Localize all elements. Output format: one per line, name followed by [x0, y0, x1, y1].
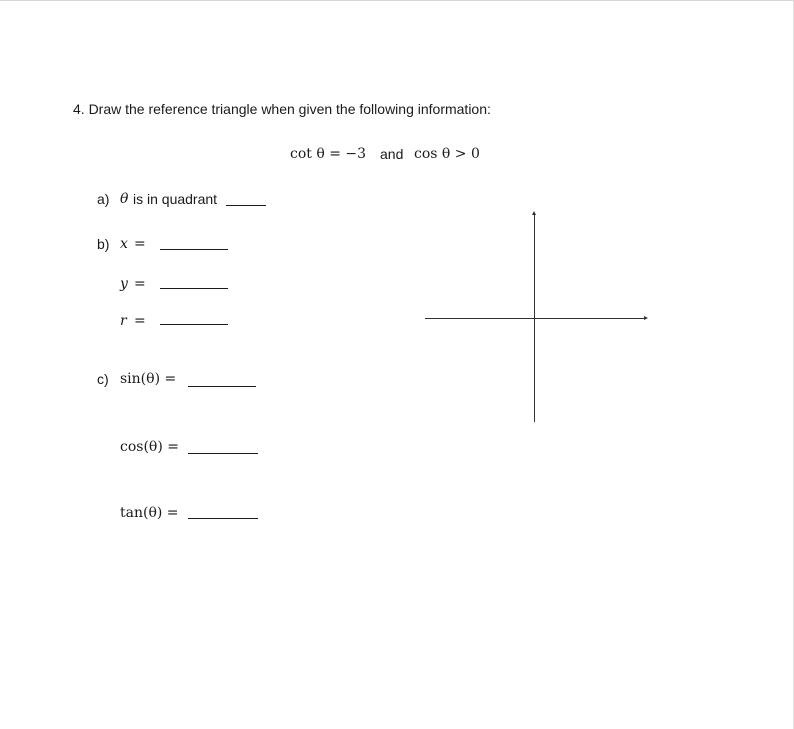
x-equals: = — [134, 236, 146, 252]
x-variable: x — [120, 236, 128, 252]
x-axis-arrow-icon — [644, 316, 648, 320]
y-answer-blank[interactable] — [160, 288, 228, 289]
part-a-label: a) — [97, 191, 110, 207]
x-axis — [425, 318, 645, 319]
part-b-label: b) — [97, 236, 110, 252]
r-answer-blank[interactable] — [160, 324, 228, 325]
given-and: and — [380, 146, 404, 162]
given-cot: cot θ = −3 — [290, 146, 367, 162]
y-axis-arrow-icon — [532, 211, 536, 215]
quadrant-answer-blank[interactable] — [226, 205, 266, 206]
question-title: 4. Draw the reference triangle when given the following information: — [73, 101, 491, 117]
sin-label: sin(θ) = — [120, 371, 177, 387]
x-answer-blank[interactable] — [160, 249, 228, 250]
part-a-text: is in quadrant — [133, 191, 218, 207]
coordinate-axes[interactable] — [420, 208, 652, 426]
tan-label: tan(θ) = — [120, 505, 179, 521]
page-top-border — [0, 0, 794, 1]
sin-answer-blank[interactable] — [188, 386, 256, 387]
y-equals: = — [134, 276, 146, 292]
r-equals: = — [134, 313, 146, 329]
y-variable: y — [120, 276, 128, 292]
cos-answer-blank[interactable] — [188, 453, 258, 454]
part-a-theta: θ — [120, 191, 129, 207]
tan-answer-blank[interactable] — [188, 518, 258, 519]
cos-label: cos(θ) = — [120, 439, 179, 455]
r-variable: r — [120, 313, 127, 329]
given-cos: cos θ > 0 — [414, 146, 480, 162]
part-c-label: c) — [97, 371, 109, 387]
